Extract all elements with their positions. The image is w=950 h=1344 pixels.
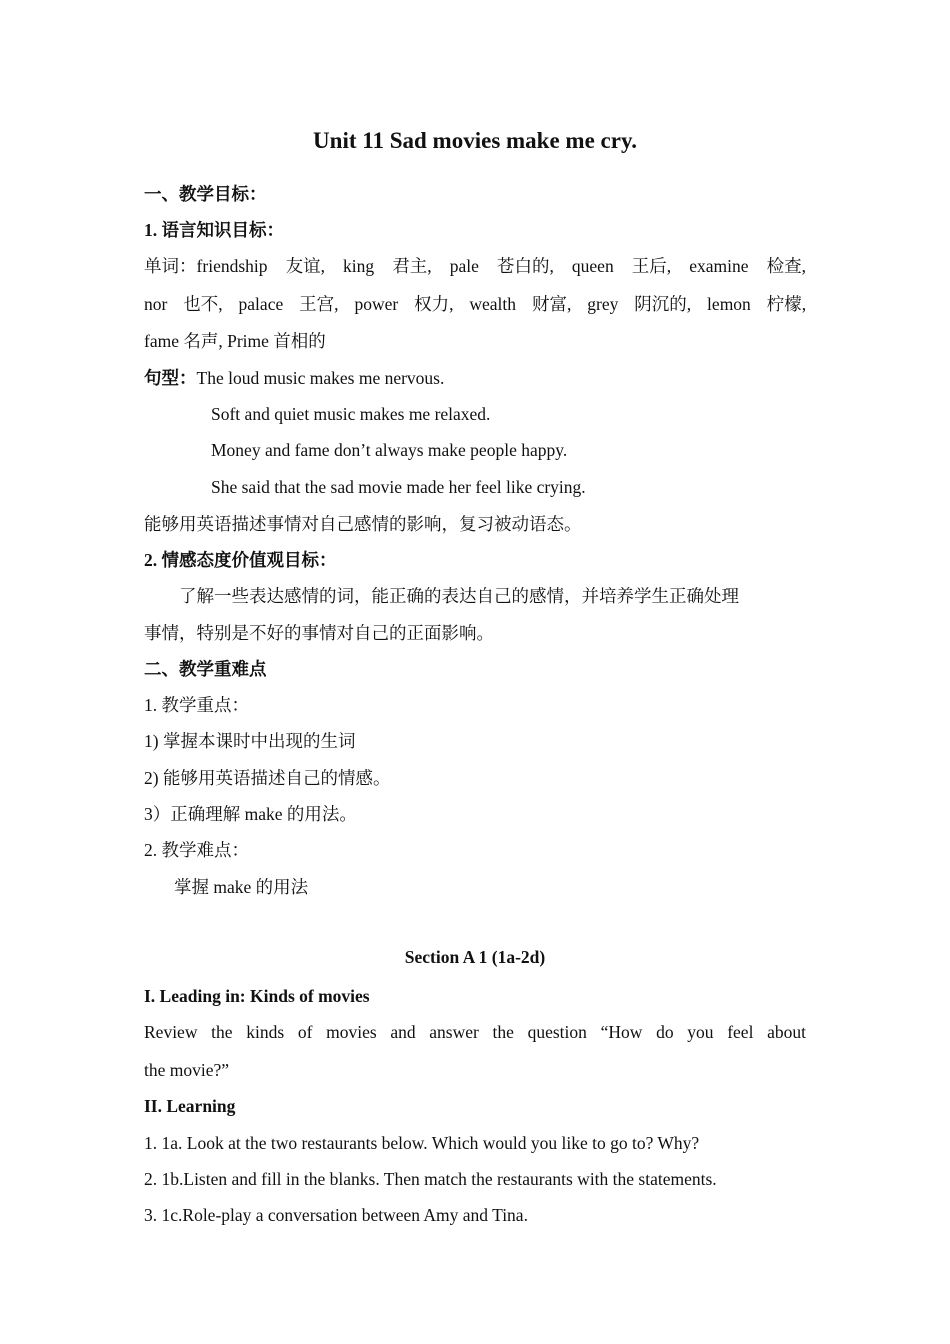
emotion-line-1: 了解一些表达感情的词，能正确的表达自己的感情，并培养学生正确处理	[179, 586, 739, 606]
ability-goal: 能够用英语描述事情对自己感情的影响，复习被动语态。	[144, 514, 582, 534]
review-line-1: Review the kinds of movies and answer the question “How do you feel about	[144, 1022, 806, 1042]
emotion-line-2: 事情，特别是不好的事情对自己的正面影响。	[144, 623, 494, 643]
part-leading-in: I. Leading in: Kinds of movies	[144, 986, 370, 1006]
learning-item-1: 1. 1a. Look at the two restaurants below. Which would you like to go to? Why?	[144, 1133, 700, 1153]
pattern-2: Soft and quiet music makes me relaxed.	[211, 404, 491, 424]
section-heading: Section A 1 (1a-2d)	[404, 947, 546, 967]
part-learning: II. Learning	[144, 1096, 236, 1116]
sentence-patterns	[144, 366, 444, 390]
pattern-4: She said that the sad movie made her feel like crying.	[211, 477, 586, 497]
key-item-1: 1) 掌握本课时中出现的生词	[144, 731, 356, 751]
key-label: 1. 教学重点：	[144, 695, 249, 715]
heading-emotion-goals: 2. 情感态度价值观目标：	[144, 550, 337, 570]
learning-item-2: 2. 1b.Listen and fill in the blanks. Then match the restaurants with the statements.	[144, 1169, 717, 1189]
pattern-3: Money and fame don’t always make people happy.	[211, 440, 568, 460]
document-title: Unit 11 Sad movies make me cry.	[313, 128, 637, 153]
difficulty-label: 2. 教学难点：	[144, 840, 249, 860]
heading-language-goals: 1. 语言知识目标：	[144, 220, 284, 240]
vocab-line-2: nor 也不, palace 王宫, power 权力, wealth 财富, grey 阴沉的, lemon 柠檬,	[144, 294, 807, 314]
heading-key-points: 二、教学重难点	[144, 659, 267, 679]
difficulty-item: 掌握 make 的用法	[174, 877, 309, 897]
heading-teaching-goals: 一、教学目标：	[144, 184, 267, 204]
pattern-1: The loud music makes me nervous.	[196, 368, 445, 388]
key-item-3: 3）正确理解 make 的用法。	[144, 804, 357, 824]
vocab-line-3: fame 名声, Prime 首相的	[144, 331, 326, 351]
learning-item-3: 3. 1c.Role-play a conversation between Amy and Tina.	[144, 1205, 528, 1225]
review-line-2: the movie?”	[144, 1060, 230, 1080]
vocab-line-1: 单词：friendship 友谊, king 君主, pale 苍白的, queen 王后, examine 检查,	[144, 256, 806, 276]
key-item-2: 2) 能够用英语描述自己的情感。	[144, 768, 391, 788]
pattern-label: 句型：	[144, 368, 197, 388]
